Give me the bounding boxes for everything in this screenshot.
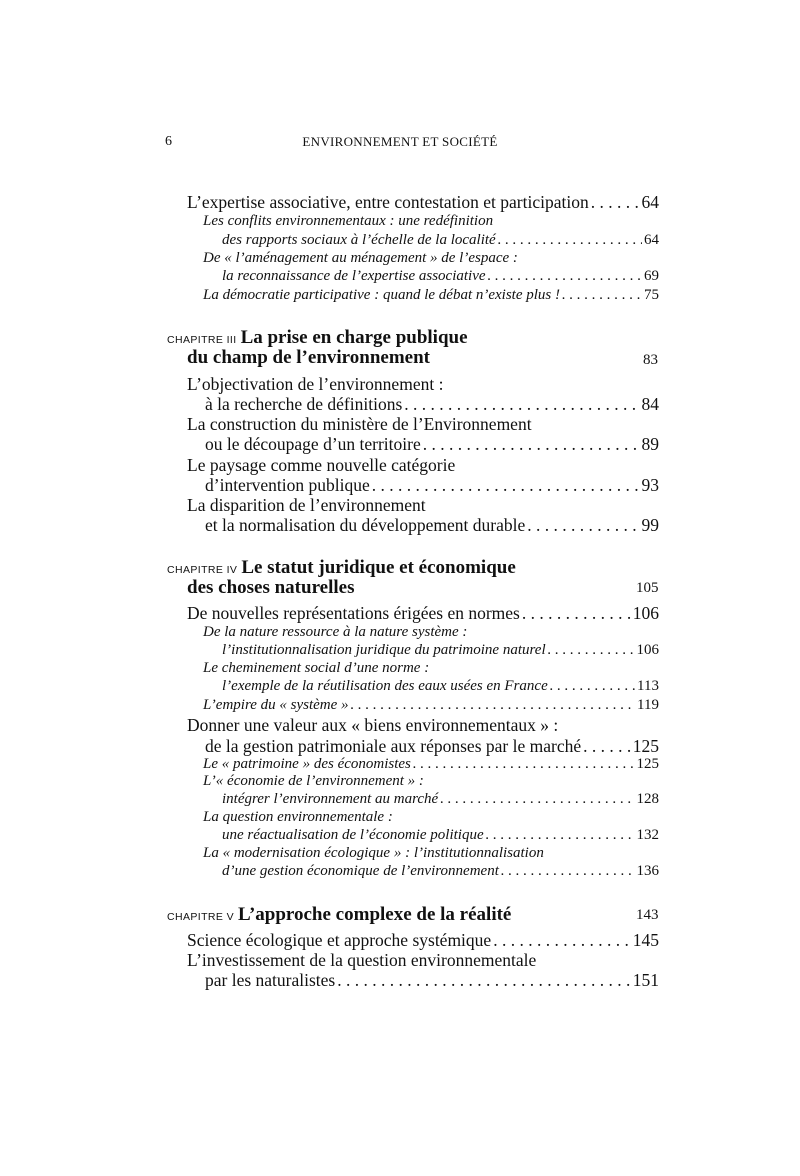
toc-subentry: Le cheminement social d’une norme : xyxy=(203,660,430,676)
chapter-4-page: 105 xyxy=(636,580,659,596)
running-header xyxy=(0,134,800,154)
chapter-5-page: 143 xyxy=(636,907,659,923)
toc-subentry: L’« économie de l’environnement » : xyxy=(203,773,424,789)
toc-subentry: La question environnementale : xyxy=(203,809,393,825)
toc-entry: par les naturalistes . . . 151 xyxy=(205,970,659,991)
page-number: 6 xyxy=(165,134,172,149)
toc-entry: ou le découpage d’un territoire . . . 89 xyxy=(205,434,659,455)
toc-subentry: De « l’aménagement au ménagement » de l’espace : xyxy=(203,250,518,266)
toc-subentry: La « modernisation écologique » : l’institutionnalisation xyxy=(203,845,544,861)
toc-entry: de la gestion patrimoniale aux réponses par le marché . . . 125 xyxy=(205,736,659,757)
toc-subentry: l’institutionnalisation juridique du patrimoine naturel . . . 106 xyxy=(222,642,659,659)
toc-entry: Donner une valeur aux « biens environnementaux » : xyxy=(187,715,559,735)
chapter-3-page: 83 xyxy=(643,352,658,368)
toc-subentry: l’exemple de la réutilisation des eaux usées en France . . . 113 xyxy=(222,678,659,695)
toc-subentry: De la nature ressource à la nature système : xyxy=(203,624,468,640)
toc-entry: De nouvelles représentations érigées en normes . . . 106 xyxy=(187,603,659,624)
chapter-4-heading: CHAPITRE IV Le statut juridique et économique xyxy=(167,557,516,578)
toc-subentry: des rapports sociaux à l’échelle de la localité . . . 64 xyxy=(222,232,659,249)
toc-subentry: d’une gestion économique de l’environnement . . . 136 xyxy=(222,863,659,880)
chapter-3-title-line2: du champ de l’environnement xyxy=(187,347,430,368)
toc-entry: à la recherche de définitions . . . 84 xyxy=(205,394,659,415)
toc-entry: L’expertise associative, entre contestation et participation . . . 64 xyxy=(187,192,659,213)
toc-entry: Science écologique et approche systémique . . . 145 xyxy=(187,930,659,951)
toc-entry: La disparition de l’environnement xyxy=(187,495,426,515)
toc-subentry: Le « patrimoine » des économistes . . . 125 xyxy=(203,756,659,773)
toc-subentry: La démocratie participative : quand le débat n’existe plus ! . . . 75 xyxy=(203,287,659,304)
toc-subentry: Les conflits environnementaux : une redéfinition xyxy=(203,213,494,229)
toc-entry: L’investissement de la question environnementale xyxy=(187,950,537,970)
running-title: ENVIRONNEMENT ET SOCIÉTÉ xyxy=(302,134,498,149)
toc-subentry: intégrer l’environnement au marché . . . 128 xyxy=(222,791,659,808)
toc-subentry: une réactualisation de l’économie politique . . . 132 xyxy=(222,827,659,844)
chapter-5-heading: CHAPITRE V L’approche complexe de la réalité xyxy=(167,904,512,925)
chapter-4-title-line2: des choses naturelles xyxy=(187,577,355,598)
toc-entry: L’objectivation de l’environnement : xyxy=(187,374,444,394)
toc-subentry: L’empire du « système » . . . 119 xyxy=(203,697,659,714)
toc-entry: La construction du ministère de l’Environnement xyxy=(187,414,532,434)
toc-entry: d’intervention publique . . . 93 xyxy=(205,475,659,496)
chapter-3-heading: CHAPITRE III La prise en charge publique xyxy=(167,327,468,348)
toc-entry: et la normalisation du développement durable . . . 99 xyxy=(205,515,659,536)
toc-entry: Le paysage comme nouvelle catégorie xyxy=(187,455,456,475)
toc-subentry: la reconnaissance de l’expertise associative . . . 69 xyxy=(222,268,659,285)
